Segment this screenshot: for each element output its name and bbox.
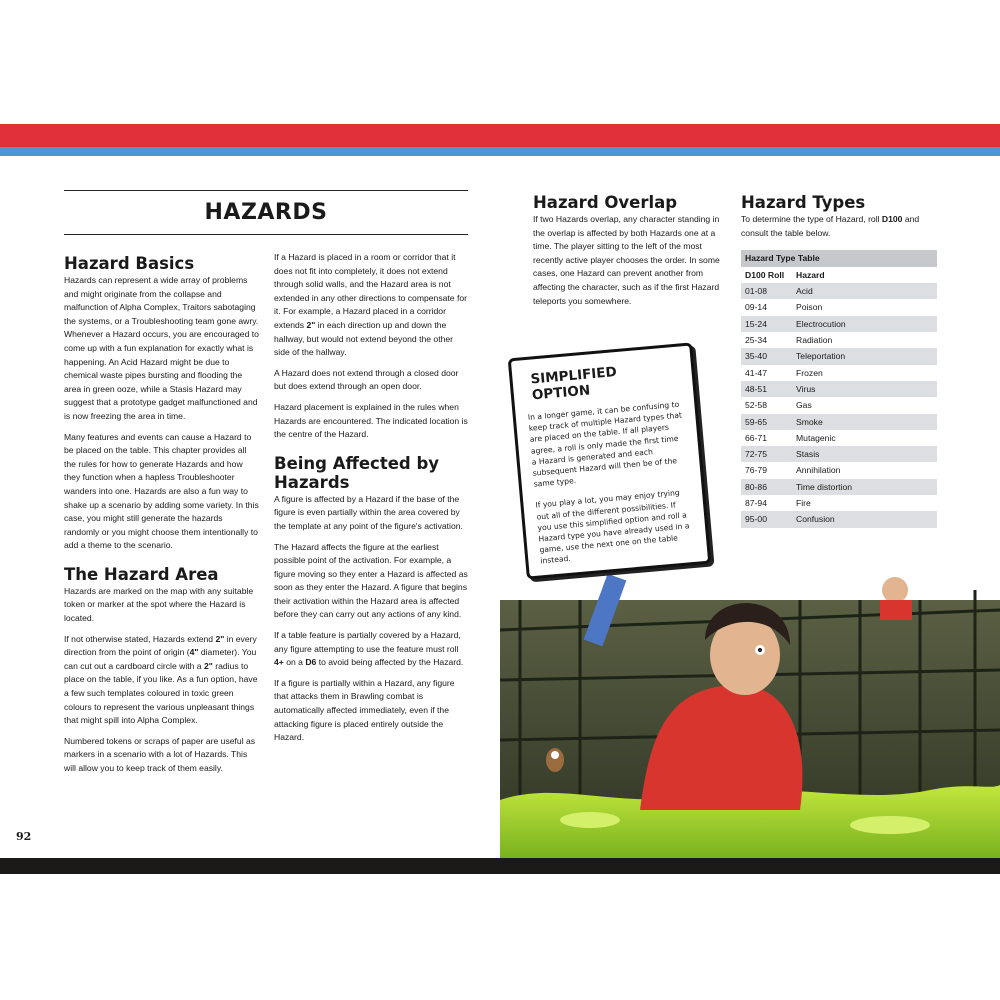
table-cell-roll: 25-34 [745, 335, 767, 346]
table-cell-roll: 15-24 [745, 318, 767, 329]
being-affected-heading: Being Affected by Hazards [274, 453, 440, 492]
hazard-area-paragraph-1: Hazards are marked on the map with any suitable token or marker at the spot where the Hazard is located. [64, 585, 254, 624]
table-cell-roll: 35-40 [745, 351, 767, 362]
slime-illustration [500, 570, 1000, 858]
peeking-troubleshooter [882, 577, 908, 603]
header-red-band [0, 124, 1000, 147]
simplified-option-title: SIMPLIFIED OPTION [529, 364, 618, 404]
simplified-option-paragraph-2: If you play a lot, you may enjoy trying out all of the different possibilities. If you use this simplified option and roll a Hazard type you have already used in a game, use the next one on the table instead. [535, 488, 690, 566]
hazard-area-heading: The Hazard Area [64, 564, 219, 584]
hazard-overlap-heading: Hazard Overlap [533, 193, 678, 212]
hazard-types-intro: To determine the type of Hazard, roll D100 and consult the table below. [741, 214, 920, 238]
simplified-option-sign [508, 342, 712, 579]
column-4 [741, 193, 937, 528]
table-cell-hazard: Confusion [796, 514, 835, 525]
table-row [741, 495, 937, 511]
table-cell-hazard: Teleportation [796, 351, 846, 362]
page-title: HAZARDS [204, 200, 328, 225]
table-cell-hazard: Virus [796, 383, 816, 394]
column-1 [64, 254, 260, 783]
table-cell-hazard: Acid [796, 286, 813, 297]
hazard-area-paragraph-2: If not otherwise stated, Hazards extend 2" in every direction from the point of origin (4" diameter). You can cut out a cardboard circle with a 2" radius to place on the table, if you like. As a fun option, have a few such templates coloured in toxic green colours to represent the various unpleasant things that might spill into Alpha Complex. [64, 633, 258, 726]
table-cell-hazard: Electrocution [796, 318, 846, 329]
simplified-option-paragraph-1: In a longer game, it can be confusing to keep track of multiple Hazard types that are placed on the table. If all players agree, a roll is only made the first time a Hazard is generated and each subsequent Hazard will then be of the same type. [527, 399, 683, 489]
table-row [741, 348, 937, 364]
column-header-roll: D100 Roll [745, 270, 785, 281]
table-cell-roll: 87-94 [745, 498, 767, 509]
character-pupil [758, 648, 762, 652]
footer-black-band [0, 858, 1000, 874]
page-number: 92 [16, 830, 32, 843]
column-2 [274, 251, 470, 752]
affected-paragraph-2: The Hazard affects the figure at the earliest possible point of the activation. For example, a figure moving so they enter a Hazard is affected as soon as they enter the Hazard. A figure that begins their activation within the Hazard area is affected before they can carry out any actions of any kind. [274, 541, 468, 620]
table-cell-roll: 72-75 [745, 449, 767, 460]
table-cell-hazard: Time distortion [796, 481, 853, 492]
table-row [741, 479, 937, 495]
table-cell-roll: 76-79 [745, 465, 767, 476]
table-cell-roll: 52-58 [745, 400, 767, 411]
affected-paragraph-1: A figure is affected by a Hazard if the base of the figure is even partially within the area covered by the template at any point of the figure's activation. [274, 493, 463, 531]
header-blue-band [0, 147, 1000, 156]
placement-paragraph-3: Hazard placement is explained in the rules when Hazards are encountered. The indicated location is the centre of the Hazard. [274, 401, 468, 440]
affected-paragraph-4: If a figure is partially within a Hazard, any figure that attacks them in Brawling combat is automatically affected immediately, even if the attacking figure is placed entirely outside the Hazard. [274, 677, 455, 743]
table-cell-hazard: Radiation [796, 335, 833, 346]
peeking-troubleshooter-body [880, 600, 912, 620]
slime-bubble [560, 812, 620, 828]
table-cell-hazard: Gas [796, 400, 812, 411]
table-row [741, 316, 937, 332]
table-cell-roll: 59-65 [745, 416, 767, 427]
table-body [741, 283, 937, 527]
hazard-basics-paragraph-2: Many features and events can cause a Hazard to be placed on the table. This chapter provides all the rules for how to generate Hazards and how they function when a hapless Troubleshooter wanders into one. Hazards are also a fun way to shake up a scenario by adding some variety. In this case, you might still generate the hazards randomly or you might choose them intentionally to add a theme to the scenario. [64, 431, 259, 551]
table-row [741, 283, 937, 299]
table-row [741, 511, 937, 527]
slime-bubble [850, 816, 930, 834]
table-cell-roll: 41-47 [745, 367, 767, 378]
placement-paragraph-1: If a Hazard is placed in a room or corridor that it does not fit into completely, it does not extend through solid walls, and the Hazard area is not extended in any other directions to compensate for it. For example, a Hazard placed in a corridor extends 2" in each direction up and down the hallway, but would not extend beyond the other side of the hallway. [274, 252, 467, 358]
hazard-types-heading: Hazard Types [741, 193, 866, 212]
table-row [741, 414, 937, 430]
table-row [741, 299, 937, 315]
table-cell-hazard: Annihilation [796, 465, 841, 476]
table-cell-roll: 95-00 [745, 514, 767, 525]
illustration-svg [500, 570, 1000, 858]
table-title: Hazard Type Table [741, 250, 937, 267]
column-3 [533, 193, 720, 315]
hazard-overlap-text: If two Hazards overlap, any character standing in the overlap is affected by both Hazards one at a time. The player sitting to the left of the most recently active player chooses the order. In some cases, one Hazard can prevent another from affecting the character, such as if the first Hazard teleports you somewhere. [533, 214, 720, 306]
table-cell-roll: 80-86 [745, 481, 767, 492]
table-row [741, 462, 937, 478]
table-row [741, 365, 937, 381]
table-cell-roll: 09-14 [745, 302, 767, 313]
table-cell-hazard: Fire [796, 498, 811, 509]
hazard-area-paragraph-3: Numbered tokens or scraps of paper are useful as markers in a scenario with a lot of Hazards. This will allow you to keep track of them easily. [64, 735, 256, 773]
creature-eye [551, 751, 559, 759]
table-row [741, 430, 937, 446]
hazard-basics-paragraph-1: Hazards can represent a wide array of problems and might originate from the collapse and malfunction of Alpha Complex, Traitors sabotaging the systems, or a Troubleshooting team gone awry. Whenever a Hazard occurs, you are encouraged to come up with a fun explanation for exactly what is happening. An Acid Hazard might be due to chemical waste pipes bursting and flooding the area in green ooze, while a Stasis Hazard may suggest that a prototype gadget malfunctioned and is now freezing the area in time. [64, 275, 259, 421]
table-cell-roll: 01-08 [745, 286, 767, 297]
hazard-basics-heading: Hazard Basics [64, 254, 195, 273]
table-cell-hazard: Smoke [796, 416, 823, 427]
hazard-type-table [741, 250, 937, 527]
table-row [741, 446, 937, 462]
table-cell-roll: 48-51 [745, 383, 767, 394]
table-cell-hazard: Mutagenic [796, 432, 836, 443]
placement-paragraph-2: A Hazard does not extend through a closed door but does extend through an open door. [274, 367, 459, 392]
table-cell-hazard: Stasis [796, 449, 820, 460]
table-row [741, 332, 937, 348]
chapter-title-box [64, 190, 468, 235]
table-row [741, 381, 937, 397]
affected-paragraph-3: If a table feature is partially covered by a Hazard, any figure attempting to use the feature must roll 4+ on a D6 to avoid being affected by the Hazard. [274, 630, 464, 668]
table-header-row [741, 267, 937, 283]
table-row [741, 397, 937, 413]
column-header-hazard: Hazard [796, 270, 825, 281]
table-cell-hazard: Poison [796, 302, 823, 313]
table-cell-hazard: Frozen [796, 367, 823, 378]
table-cell-roll: 66-71 [745, 432, 767, 443]
